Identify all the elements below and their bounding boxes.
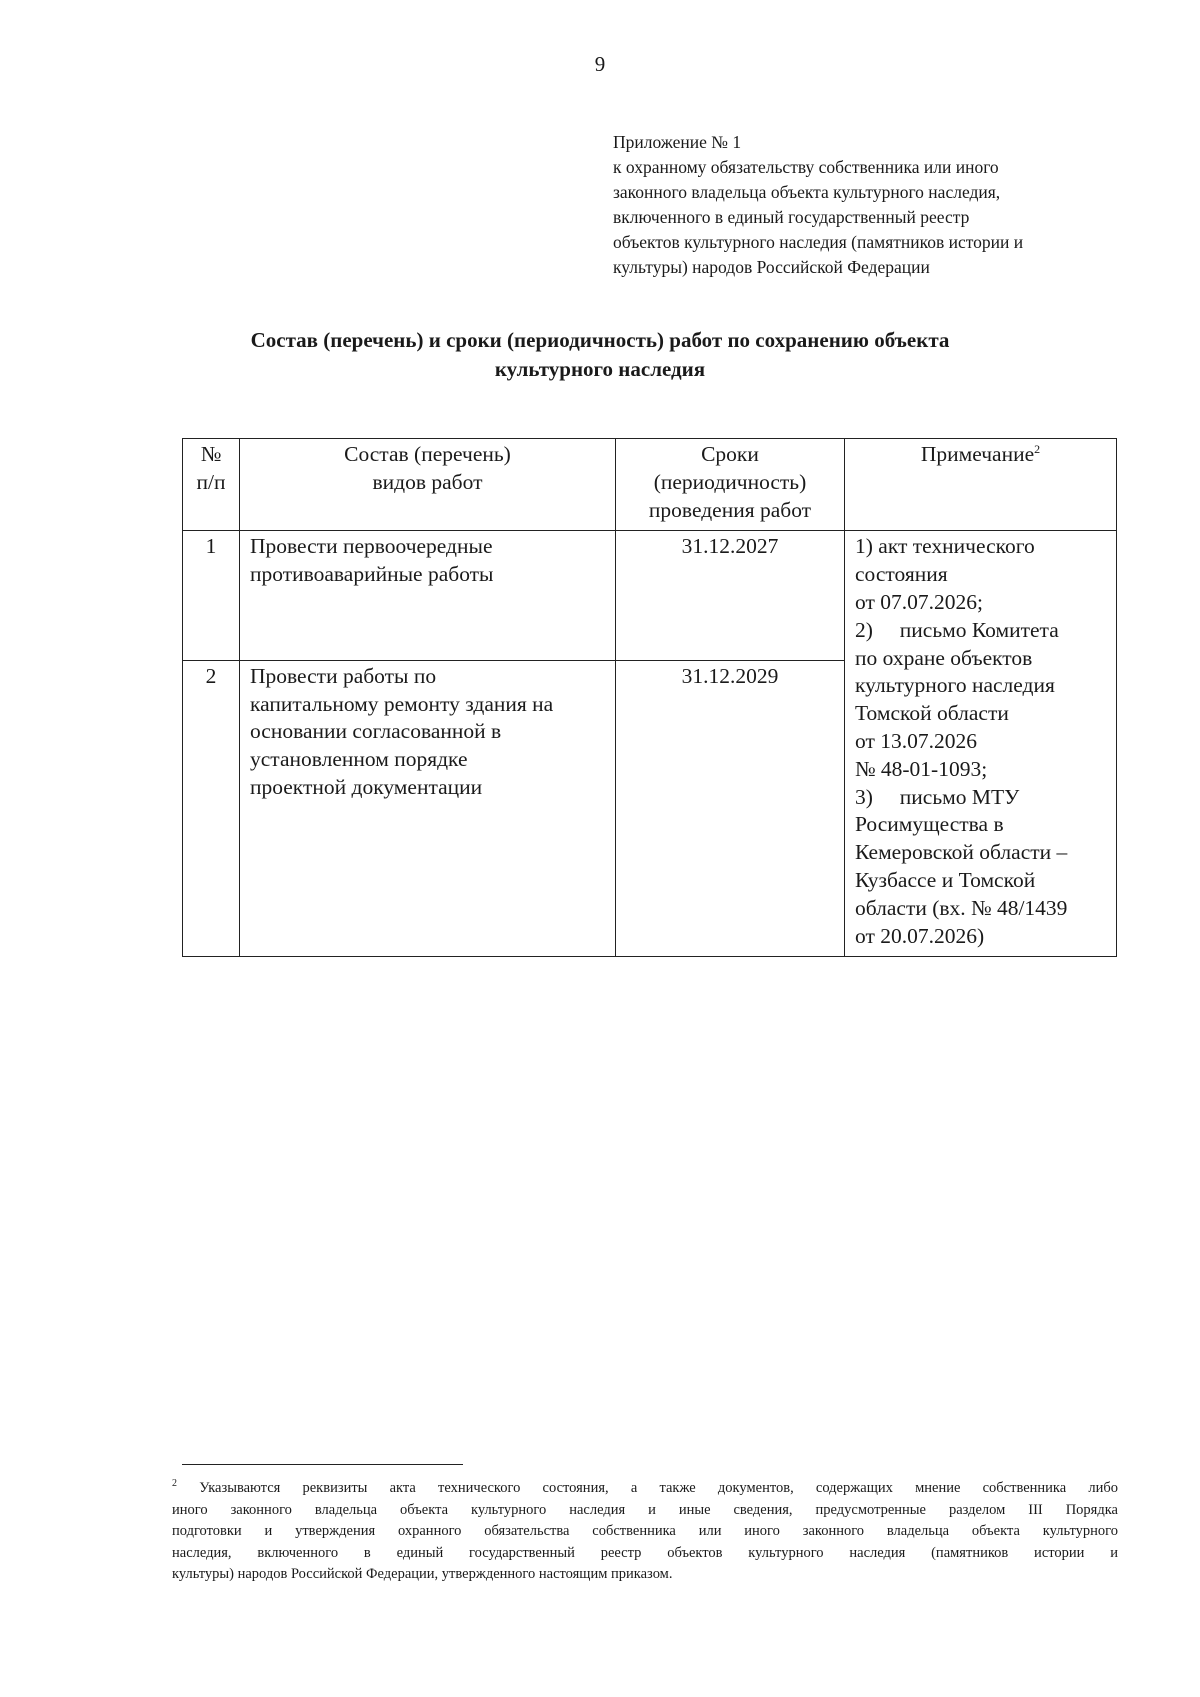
header-line: видов работ [372, 469, 483, 494]
page-number: 9 [594, 52, 606, 76]
header-line: п/п [196, 469, 226, 494]
work-line: проектной документации [250, 775, 483, 799]
work-line: капитальному ремонту здания на [250, 691, 554, 716]
work-line: противоаварийные работы [250, 562, 494, 587]
appendix-line: Приложение № 1 [613, 132, 742, 152]
row-term: 31.12.2029 [616, 660, 845, 957]
note-line: состояния [855, 562, 948, 587]
footnote-reference: 2 [1034, 441, 1041, 456]
appendix-line: включенного в единый государственный реестр [613, 207, 970, 227]
note-line: области (вх. № 48/1439 [855, 895, 1068, 920]
row-number: 1 [183, 531, 240, 660]
footnote-marker: 2 [172, 1478, 177, 1490]
row-number: 2 [183, 660, 240, 957]
row-work [240, 660, 616, 957]
appendix-line: законного владельца объекта культурного наследия, [613, 182, 1001, 202]
table-header-row [183, 439, 1117, 531]
note-cell [845, 531, 1117, 957]
header-work [240, 439, 616, 531]
note-line: 2) письмо Комитета [855, 617, 1059, 642]
note-line: от 07.07.2026; [855, 589, 983, 614]
appendix-line: объектов культурного наследия (памятников истории и [613, 232, 1024, 252]
note-line: по охране объектов [855, 645, 1033, 670]
footnote-line-first [172, 1478, 1118, 1500]
header-line: Состав (перечень) [344, 442, 511, 466]
header-note [845, 439, 1117, 531]
note-line: культурного наследия [855, 673, 1055, 698]
works-table [182, 438, 1117, 957]
note-line: 1) акт технического [855, 534, 1035, 559]
note-line: от 13.07.2026 [855, 728, 977, 753]
appendix-header [613, 130, 1093, 280]
work-line: Провести первоочередные [250, 534, 493, 559]
note-line: Кузбассе и Томской [855, 867, 1036, 892]
document-title [150, 326, 1050, 384]
note-line: от 20.07.2026) [855, 923, 985, 948]
header-number [183, 439, 240, 531]
table-row [183, 531, 1117, 660]
footnote-text: Указываются реквизиты акта технического состояния, а также документов, содержащих мнение собственника либо [199, 1480, 1119, 1496]
header-term [616, 439, 845, 531]
header-note-label: Примечание [920, 442, 1035, 466]
title-line: культурного наследия [494, 357, 706, 381]
row-work [240, 531, 616, 660]
header-line: проведения работ [648, 497, 812, 522]
footnote [172, 1478, 1118, 1586]
footnote-line: иного законного владельца объекта культурного наследия и иные сведения, предусмотренные разделом III Порядка [172, 1501, 1118, 1518]
work-line: Провести работы по [250, 663, 437, 688]
footnote-line: культуры) народов Российской Федерации, утвержденного настоящим приказом. [172, 1566, 673, 1582]
header-line: № [200, 442, 222, 466]
note-line: 3) письмо МТУ [855, 784, 1020, 809]
note-line: Томской области [855, 701, 1009, 726]
footnote-line: наследия, включенного в единый государственный реестр объектов культурного наследия (памятников истории и [172, 1544, 1118, 1561]
note-line: Кемеровской области – [855, 840, 1068, 865]
note-line: Росимущества в [855, 812, 1004, 837]
footnote-separator [182, 1464, 463, 1465]
footnote-line: подготовки и утверждения охранного обязательства собственника или иного законного владельца объекта культурного [172, 1523, 1118, 1539]
appendix-line: культуры) народов Российской Федерации [613, 257, 930, 277]
note-line: № 48-01-1093; [855, 756, 988, 781]
header-line: Сроки [701, 442, 759, 466]
appendix-line: к охранному обязательству собственника или иного [613, 157, 999, 177]
title-line: Состав (перечень) и сроки (периодичность) работ по сохранению объекта [250, 328, 950, 352]
work-line: установленном порядке [250, 747, 468, 772]
work-line: основании согласованной в [250, 719, 502, 744]
row-term: 31.12.2027 [616, 531, 845, 660]
header-line: (периодичность) [653, 469, 807, 494]
